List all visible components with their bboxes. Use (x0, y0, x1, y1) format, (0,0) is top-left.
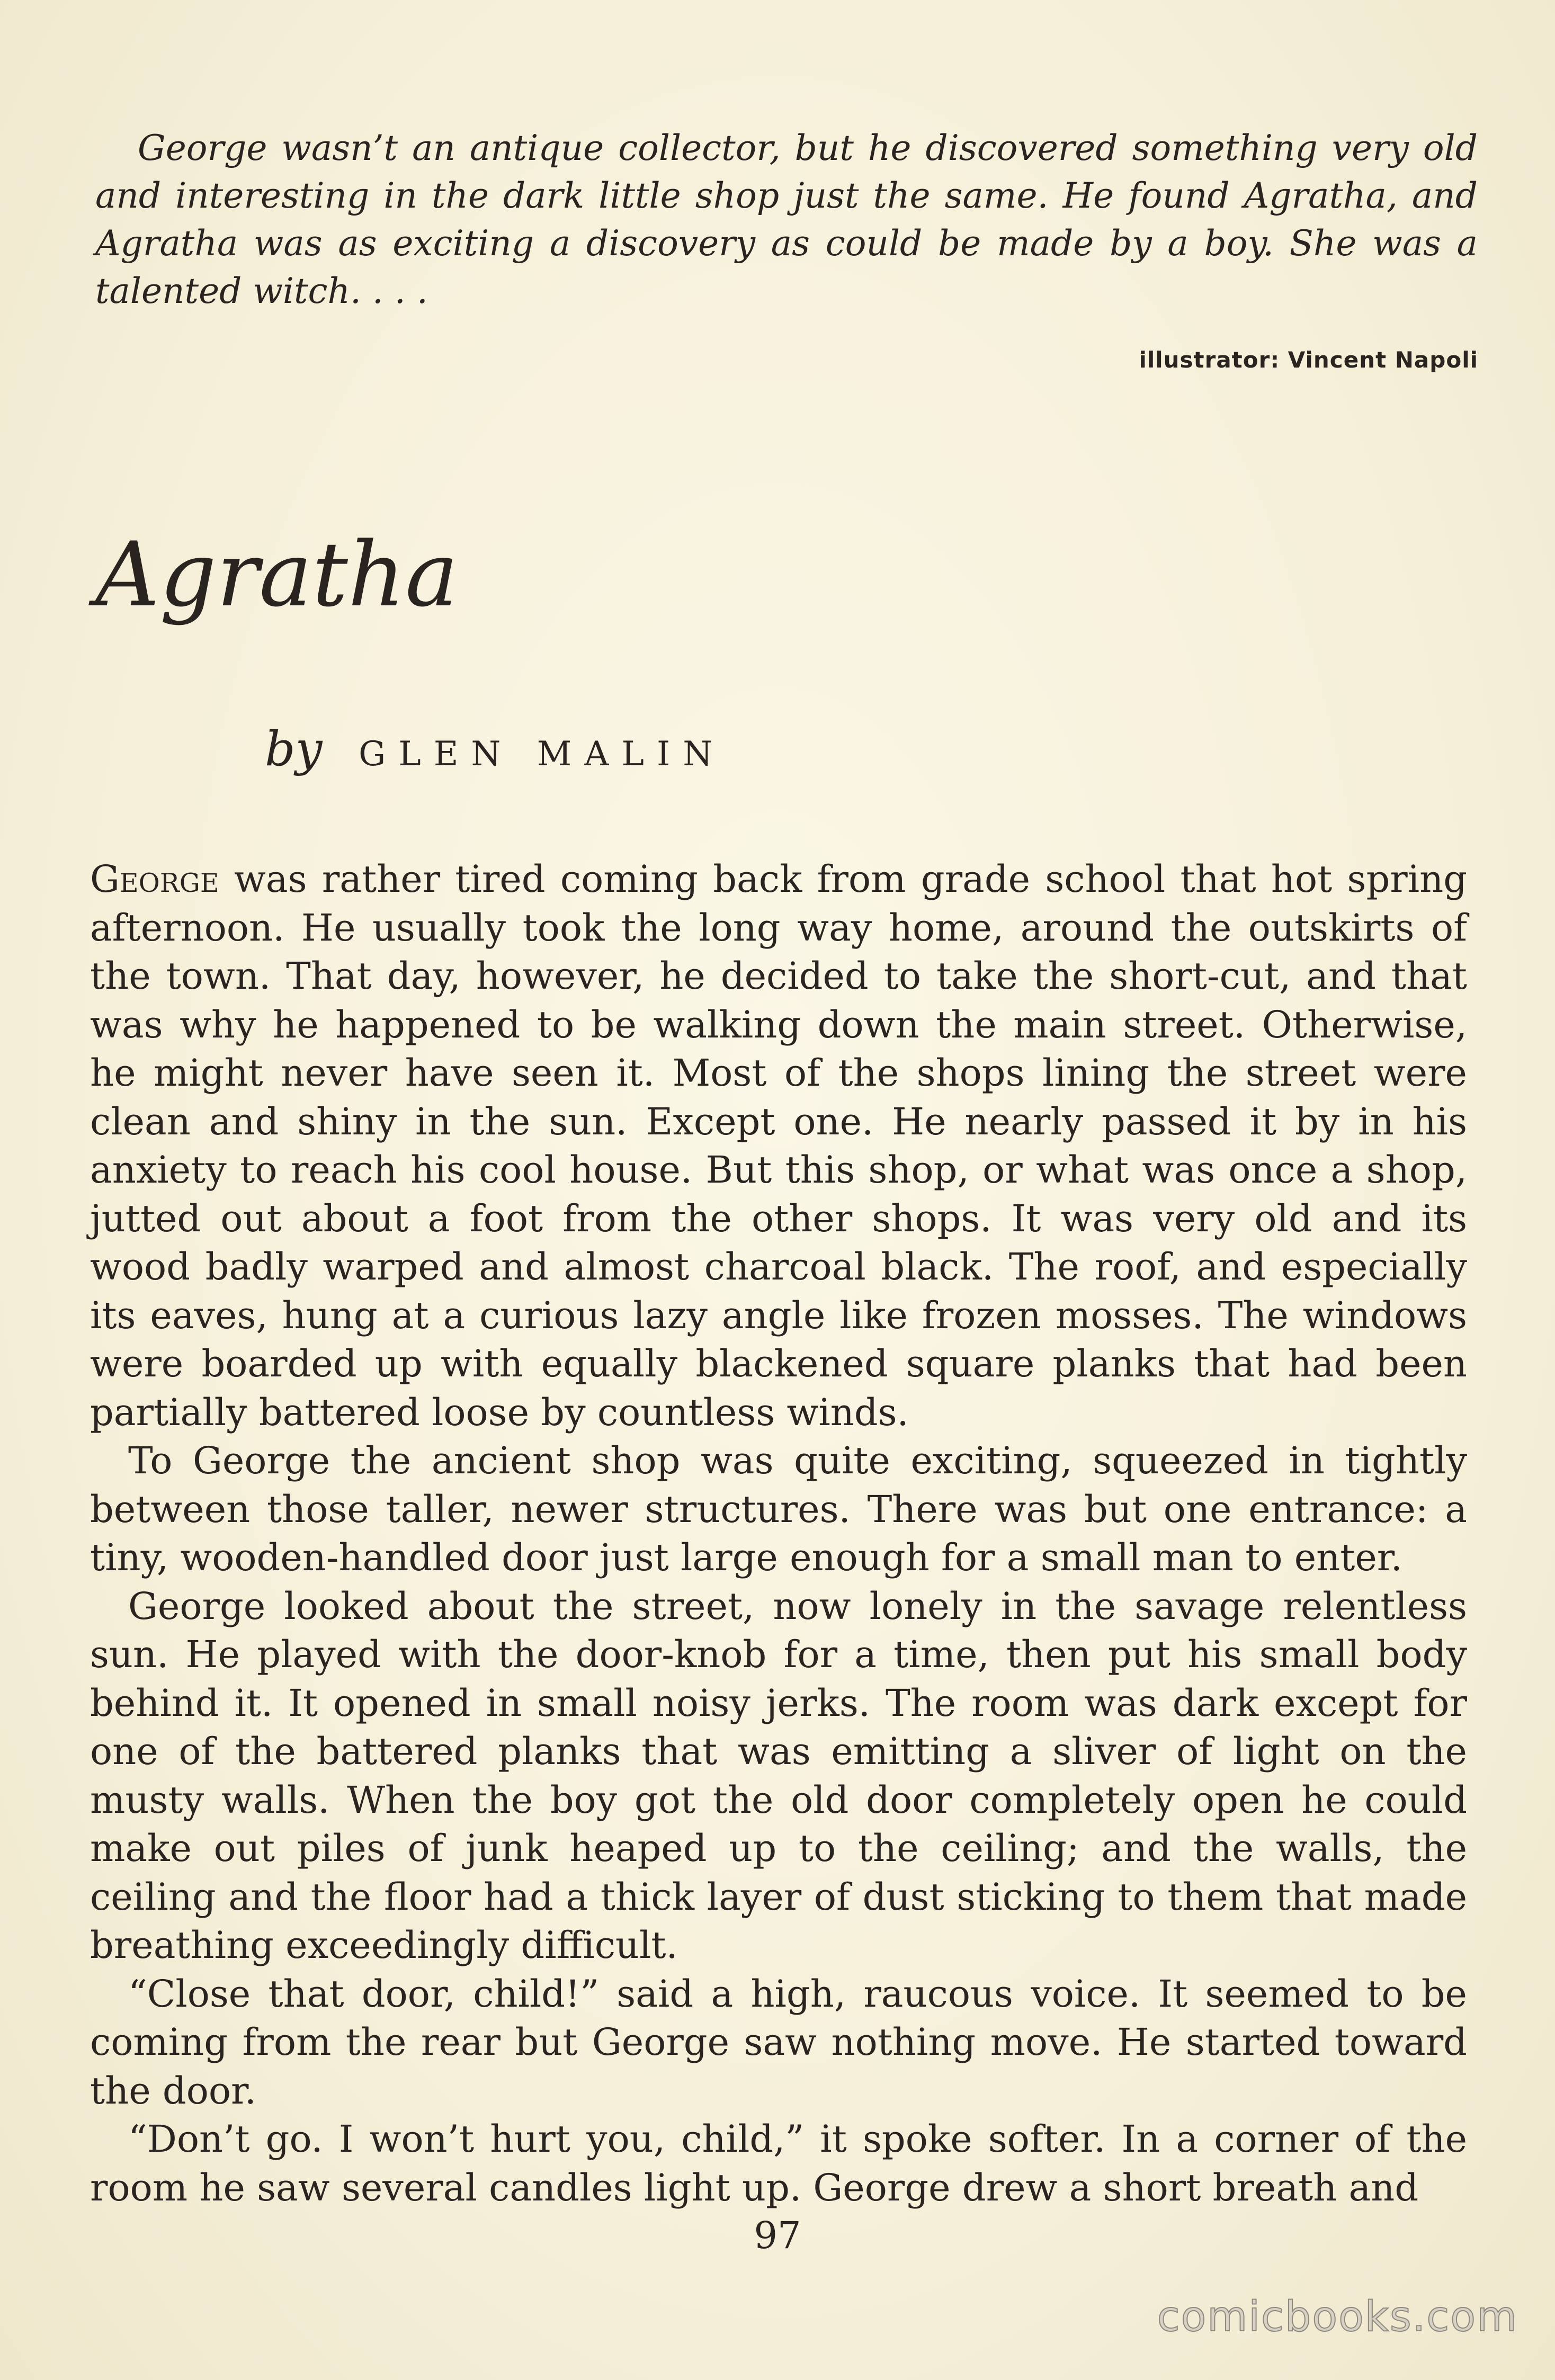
paragraph: To George the ancient shop was quite exciting, squeezed in tightly between those taller, newer structures. There was but one entrance: a tiny, wooden-handled door just large enough for a small man to enter. (90, 1439, 1467, 1579)
paragraph: “Don’t go. I won’t hurt you, child,” it spoke softer. In a corner of the room he saw several candles light up. George drew a short breath and (90, 2117, 1467, 2209)
author-name: GLEN MALIN (359, 735, 726, 774)
byline (265, 718, 725, 786)
paragraph: “Close that door, child!” said a high, raucous voice. It seemed to be coming from the rear but George saw nothing move. He started toward the door. (90, 1972, 1467, 2113)
paragraph-lead-word: George (90, 857, 219, 901)
paragraph: George looked about the street, now lonely in the savage relentless sun. He played with the door-knob for a time, then put his small body behind it. It opened in small noisy jerks. The room was dark except for one of the battered planks that was emitting a sliver of light on the musty walls. When the boy got the old door completely open he could make out piles of junk heaped up to the ceiling; and the walls, the ceiling and the floor had a thick layer of dust sticking to them that made breathing exceedingly difficult. (90, 1584, 1467, 1967)
illustrator-credit: illustrator: Vincent Napoli (1139, 347, 1478, 373)
story-body (90, 855, 1467, 2212)
page-number: 97 (754, 2214, 801, 2257)
paragraph-text: was rather tired coming back from grade school that hot spring afternoon. He usually took the long way home, around the outskirts of the town. That day, however, he decided to take the short-cut, and that was why he happened to be walking down the main street. Otherwise, he might never have seen it. Most of the shops lining the street were clean and shiny in the sun. Except one. He nearly passed it by in his anxiety to reach his cool house. But this shop, or what was once a shop, jutted out about a foot from the other shops. It was very old and its wood badly warped and almost charcoal black. The roof, and especially its eaves, hung at a curious lazy angle like frozen mosses. The windows were boarded up with equally blackened square planks that had been partially battered loose by countless winds. (90, 857, 1467, 1434)
site-watermark: comicbooks.com (1157, 2293, 1518, 2341)
story-blurb: George wasn’t an antique collector, but he discovered something very old and interesting in the dark little shop just the same. He found Agratha, and Agratha was as exciting a discovery as could be made by a boy. She was a talented witch. . . . (95, 128, 1478, 311)
paragraph (90, 855, 1467, 1437)
byline-by: by (265, 721, 323, 777)
story-title: Agratha (95, 523, 459, 627)
